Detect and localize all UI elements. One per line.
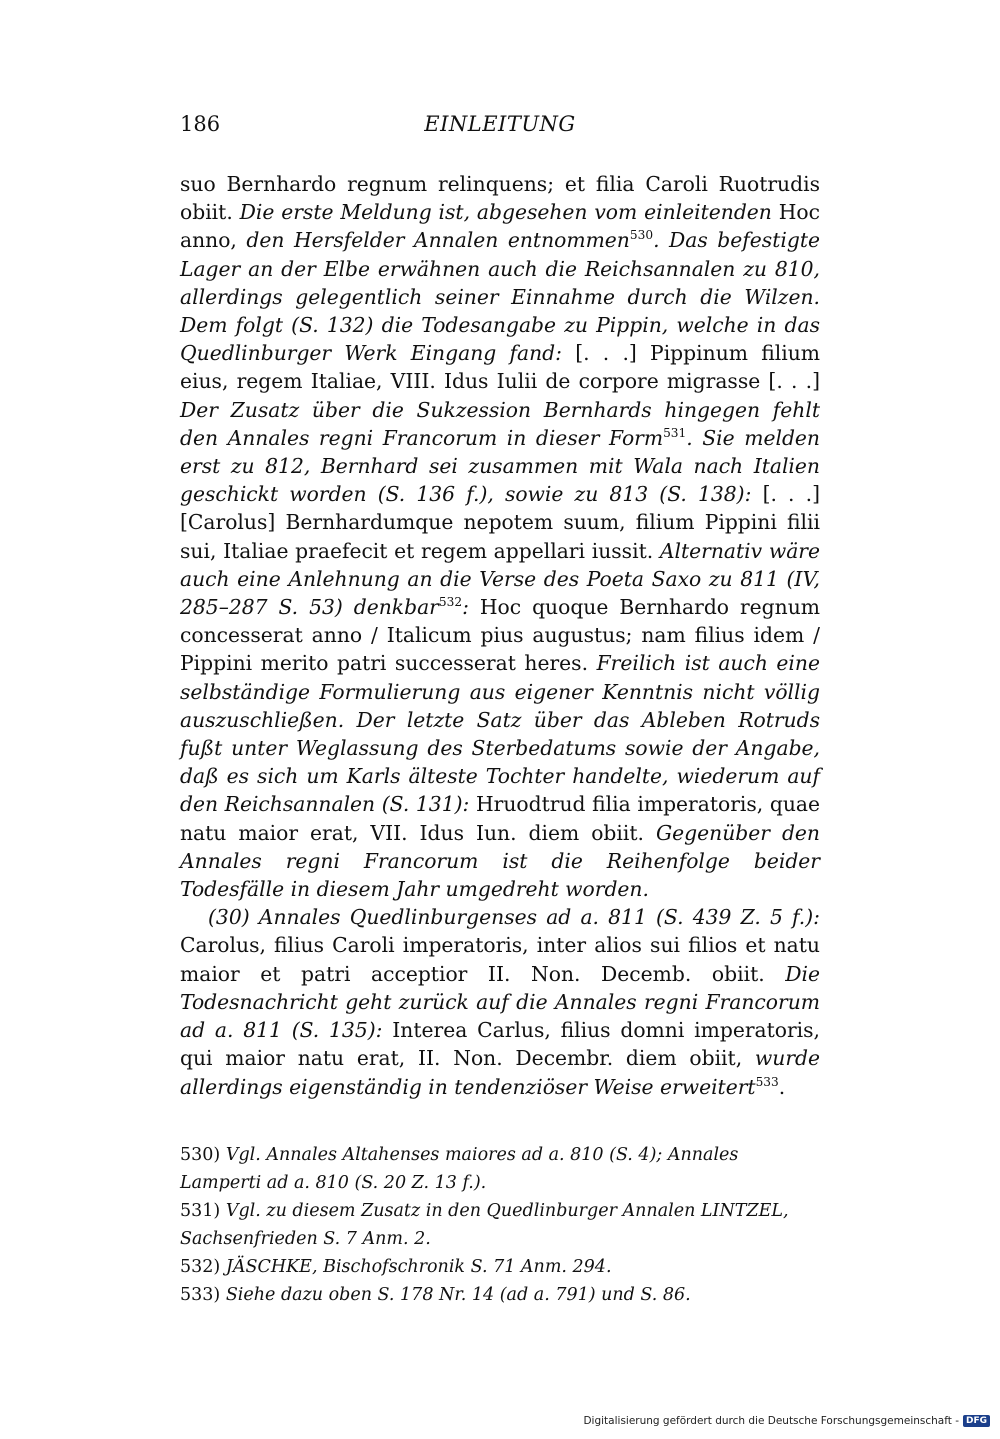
- footnote-ref: 531: [663, 426, 687, 441]
- roman-text: Hoc anno,: [180, 200, 820, 253]
- italic-text: (30) Annales Quedlinburgenses ad a. 811 (S. 439 Z. 5 f.):: [208, 905, 820, 930]
- roman-text: [. . .] [Carolus] Bernhardumque nepotem suum, filium Pippini filii sui, Italiae praefecit et regem appellari iussit.: [180, 482, 821, 563]
- footnote: [180, 1253, 820, 1281]
- italic-text: Freilich ist auch eine selbständige Formulierung aus eigener Kenntnis nicht völlig auszuschließen. Der letzte Satz über das Ableben Rotruds fußt unter Weglassung des Sterbedatums sowie der Angabe, daß es sich um Karls älteste Tochter handelte, wiederum auf den Reichsannalen (S. 131):: [180, 651, 820, 817]
- credit-text: Digitalisierung gefördert durch die Deutsche Forschungsgemeinschaft -: [583, 1415, 959, 1427]
- footnotes: [180, 1141, 820, 1309]
- italic-text: den Hersfelder Annalen entnommen: [246, 228, 630, 253]
- italic-text: . Sie melden erst zu 812, Bernhard sei zusammen mit Wala nach Italien geschickt worden (S. 136 f.), sowie zu 813 (S. 138):: [180, 425, 820, 507]
- footnote: [180, 1141, 820, 1197]
- page-header: [180, 112, 820, 146]
- roman-text: [. . .] Pippinum filium eius, regem Italiae, VIII. Idus Iulii de corpore migrasse [. . .]: [180, 341, 821, 394]
- roman-text: Interea Carlus, filius domni imperatoris, qui maior natu erat, II. Non. Decembr. diem obiit,: [180, 1018, 821, 1071]
- footnote-number: 532): [180, 1257, 221, 1277]
- digitization-credit: [583, 1415, 990, 1427]
- paragraph: [180, 170, 820, 903]
- footnote-text: Vgl. zu diesem Zusatz in den Quedlinburger Annalen LINTZEL, Sachsenfrieden S. 7 Anm. 2.: [180, 1201, 789, 1249]
- italic-text: Die erste Meldung ist, abgesehen vom einleitenden: [239, 200, 779, 225]
- roman-text: .: [778, 1074, 786, 1099]
- footnote-text: Vgl. Annales Altahenses maiores ad a. 810 (S. 4); Annales Lamperti ad a. 810 (S. 20 Z. 13 f.).: [180, 1145, 739, 1193]
- italic-text: wurde allerdings eigenständig in tendenziöser Weise erweitert: [180, 1046, 820, 1099]
- footnote: [180, 1281, 820, 1309]
- italic-text: :: [462, 595, 480, 620]
- footnote: [180, 1197, 820, 1253]
- roman-text: Hoc quoque Bernhardo regnum concesserat anno / Italicum pius augustus; nam filius idem / Pippini merito patri successerat heres.: [180, 595, 821, 676]
- italic-text: . Das befestigte Lager an der Elbe erwähnen auch die Reichsannalen zu 810, allerdings gelegentlich seiner Einnahme durch die Wilzen. Dem folgt (S. 132) die Todesangabe zu Pippin, welche in das Quedlinburger Werk Eingang fand:: [180, 228, 820, 366]
- footnote-ref: 530: [629, 228, 654, 243]
- footnote-number: 531): [180, 1201, 221, 1221]
- footnote-text: Siehe dazu oben S. 178 Nr. 14 (ad a. 791) und S. 86.: [225, 1285, 691, 1305]
- page-number: 186: [180, 112, 221, 136]
- roman-text: suo Bernhardo regnum relinquens; et filia Caroli Ruotrudis obiit.: [180, 172, 820, 225]
- footnote-text: JÄSCHKE, Bischofschronik S. 71 Anm. 294.: [225, 1257, 612, 1277]
- italic-text: Der Zusatz über die Sukzession Bernhards hingegen fehlt den Annales regni Francorum in dieser Form: [180, 397, 820, 450]
- footnote-number: 530): [180, 1145, 221, 1165]
- main-text: [180, 170, 820, 1101]
- italic-text: Die Todesnachricht geht zurück auf die Annales regni Francorum ad a. 811 (S. 135):: [180, 961, 820, 1043]
- paragraph: [180, 903, 820, 1100]
- italic-text: Gegenüber den Annales regni Francorum ist die Reihenfolge beider Todesfälle in diesem Jahr umgedreht worden.: [180, 820, 820, 902]
- footnote-ref: 533: [755, 1074, 779, 1089]
- footnote-number: 533): [180, 1285, 221, 1305]
- dfg-logo: DFG: [963, 1415, 990, 1427]
- italic-text: Alternativ wäre auch eine Anlehnung an die Verse des Poeta Saxo zu 811 (IV, 285–287 S. 53) denkbar: [180, 538, 820, 620]
- footnote-ref: 532: [438, 595, 463, 610]
- roman-text: Carolus, filius Caroli imperatoris, inter alios sui filios et natu maior et patri acceptior II. Non. Decemb. obiit.: [180, 933, 820, 986]
- roman-text: Hruodtrud filia imperatoris, quae natu maior erat, VII. Idus Iun. diem obiit.: [180, 792, 820, 845]
- running-head: EINLEITUNG: [424, 112, 576, 136]
